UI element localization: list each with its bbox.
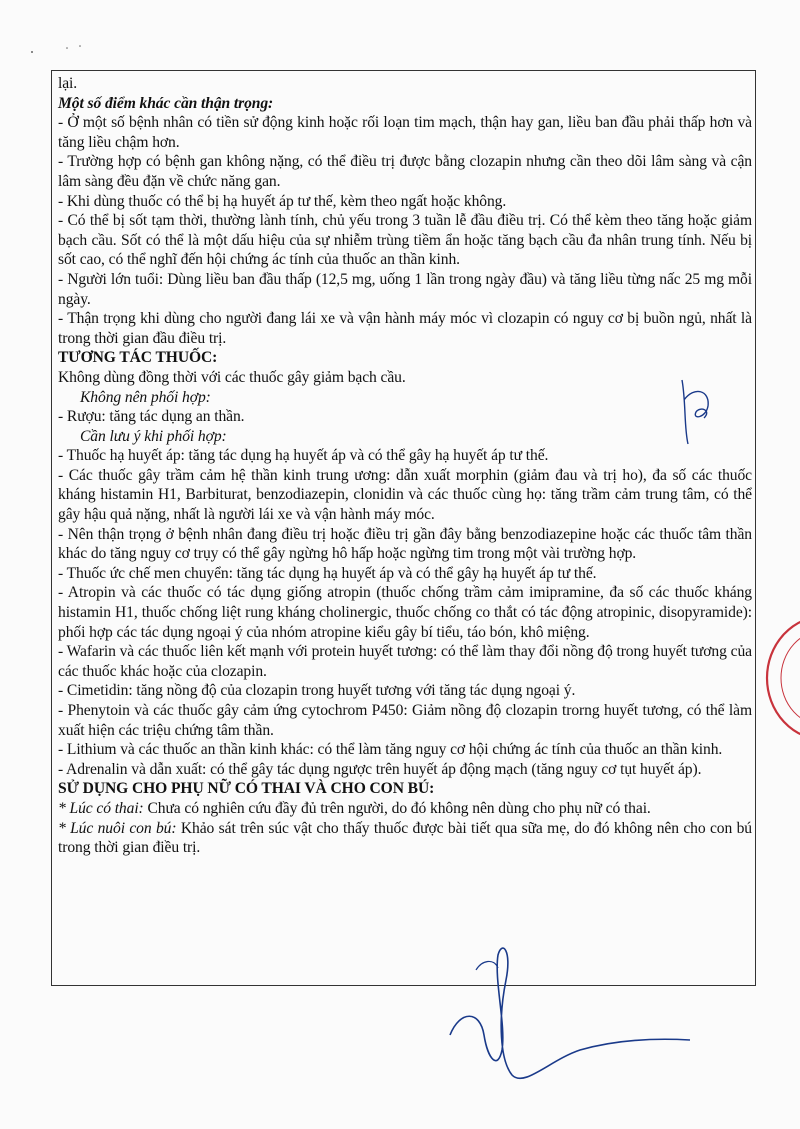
subheading-cautions: Một số điểm khác cần thận trọng: — [58, 94, 274, 112]
interaction-lithium: - Lithium và các thuốc an thần kinh khác: có thể làm tăng nguy cơ hội chứng ác tính của thuốc an thần kinh. — [58, 741, 723, 759]
interaction-cimetidine: - Cimetidin: tăng nồng độ của clozapin trong huyết tương với tăng tác dụng ngoại ý. — [58, 682, 576, 700]
heading-interactions: TƯƠNG TÁC THUỐC: — [58, 349, 218, 367]
document-body — [58, 74, 752, 858]
signature — [440, 940, 700, 1100]
interaction-ace-inhibitor: - Thuốc ức chế men chuyển: tăng tác dụng hạ huyết áp và có thể gây hạ huyết áp tư thế. — [58, 564, 597, 582]
interaction-antihypertensive: - Thuốc hạ huyết áp: tăng tác dụng hạ huyết áp và có thể gây hạ huyết áp tư thế. — [58, 447, 549, 465]
interaction-adrenalin: - Adrenalin và dẫn xuất: có thể gây tác dụng ngược trên huyết áp động mạch (tăng nguy cơ tụt huyết áp). — [58, 760, 702, 778]
caution-hypotension: - Khi dùng thuốc có thể bị hạ huyết áp tư thế, kèm theo ngất hoặc không. — [58, 192, 507, 210]
line-0: lại. — [58, 75, 78, 92]
interaction-intro: Không dùng đồng thời với các thuốc gây giảm bạch cầu. — [58, 368, 406, 386]
subheading-caution-combine: Cần lưu ý khi phối hợp: — [80, 427, 227, 445]
breastfeeding-label: * Lúc nuôi con bú: — [58, 819, 177, 837]
interaction-atropine: - Atropin và các thuốc có tác dụng giống atropin (thuốc chống trầm cảm imipramine, đa số các thuốc kháng histamin H1, thuốc chống liệt rung kháng cholinergic, thuốc chống co thắt có tác động atropinic, disopyramide): phối hợp các tác dụng ngoại ý của nhóm atropine kiểu gây bí tiểu, táo bón, khô miệng. — [58, 584, 752, 641]
interaction-cns-depressants: - Các thuốc gây trầm cảm hệ thần kinh trung ương: dẫn xuất morphin (giảm đau và trị ho), đa số các thuốc kháng histamin H1, Barbiturat, benzodiazepin, clonidin và các thuốc cùng họ: tăng trầm cảm trung tâm, có thể gây hậu quả nặng, nhất là người lái xe và vận hành máy móc. — [58, 466, 752, 524]
caution-fever: - Có thể bị sốt tạm thời, thường lành tính, chủ yếu trong 3 tuần lễ đầu điều trị. Có thể kèm theo tăng hoặc giảm bạch cầu. Sốt có thể là một dấu hiệu của sự nhiễm trùng tiềm ẩn hoặc tăng bạch cầu đa nhân trung tính. Nếu bị sốt cao, có thể nghĩ đến hội chứng ác tính của thuốc an thần kinh. — [58, 212, 752, 269]
interaction-warfarin: - Wafarin và các thuốc liên kết mạnh với protein huyết tương: có thể làm thay đổi nồng độ trong huyết tương của các thuốc khác hoặc của clozapin. — [58, 643, 752, 680]
initials-mark — [672, 372, 722, 452]
caution-liver: - Trường hợp có bệnh gan không nặng, có thể điều trị được bằng clozapin nhưng cần theo dõi lâm sàng và cận lâm sàng đều đặn về chức năng gan. — [58, 153, 752, 190]
pregnancy-text: Chưa có nghiên cứu đầy đủ trên người, do đó không nên dùng cho phụ nữ có thai. — [143, 799, 651, 817]
breastfeeding-text: Khảo sát trên súc vật cho thấy thuốc được bài tiết qua sữa mẹ, do đó không nên cho con bú trong thời gian điều trị. — [58, 819, 752, 857]
pregnancy-label: * Lúc có thai: — [58, 799, 144, 817]
breastfeeding-paragraph — [58, 819, 752, 858]
caution-epilepsy: - Ở một số bệnh nhân có tiền sử động kinh hoặc rối loạn tim mạch, thận hay gan, liều ban đầu phải thấp hơn và tăng liều chậm hơn. — [58, 114, 752, 151]
interaction-alcohol: - Rượu: tăng tác dụng an thần. — [58, 408, 245, 426]
caution-elderly: - Người lớn tuổi: Dùng liều ban đầu thấp (12,5 mg, uống 1 lần trong ngày đầu) và tăng liều từng nấc 25 mg mỗi ngày. — [58, 270, 752, 308]
pregnancy-paragraph — [58, 799, 752, 819]
company-stamp — [755, 618, 800, 738]
subheading-not-combine: Không nên phối hợp: — [80, 388, 211, 406]
heading-pregnancy: SỬ DỤNG CHO PHỤ NỮ CÓ THAI VÀ CHO CON BÚ: — [58, 780, 435, 798]
scan-specks — [22, 40, 92, 65]
interaction-phenytoin: - Phenytoin và các thuốc gây cảm ứng cytochrom P450: Giảm nồng độ clozapin trorng huyết tương, có thể làm xuất hiện các triệu chứng tâm thần. — [58, 702, 752, 739]
caution-driving: - Thận trọng khi dùng cho người đang lái xe và vận hành máy móc vì clozapin có nguy cơ bị buồn ngủ, nhất là trong thời gian đầu điều trị. — [58, 310, 752, 347]
interaction-benzodiazepine: - Nên thận trọng ở bệnh nhân đang điều trị hoặc điều trị gần đây bằng benzodiazepine hoặc các thuốc tâm thần khác do tăng nguy cơ trụy có thể gây ngừng hô hấp hoặc ngừng tim trong một vài trường hợp. — [58, 525, 752, 563]
